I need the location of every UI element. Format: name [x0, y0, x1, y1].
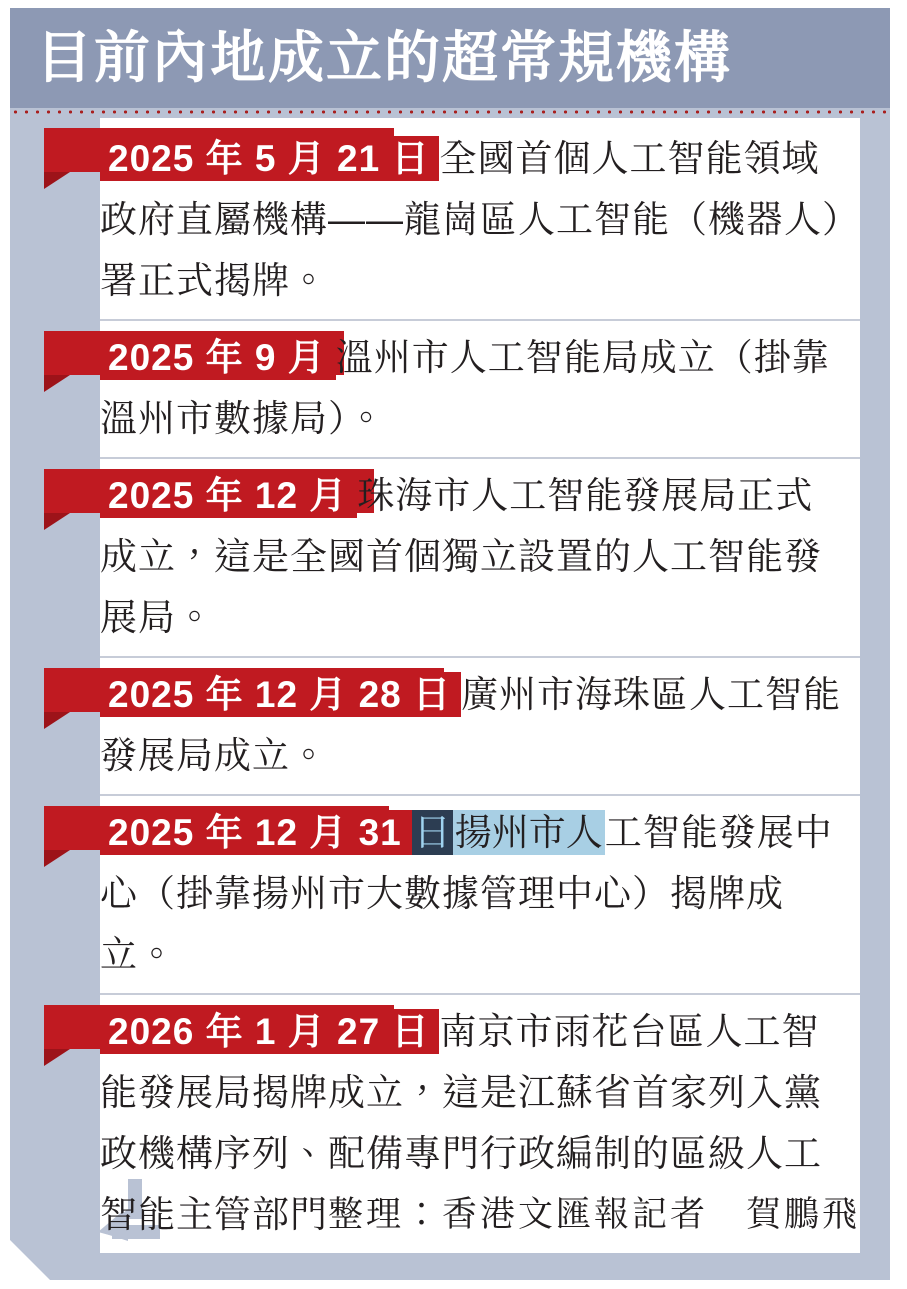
entry-text: 工智能發展中心（掛靠揚州市大數據管理中心）揭牌成立。 [100, 812, 833, 975]
entry-text-highlight: 揚州市人 [454, 812, 603, 853]
entry-paragraph [100, 664, 846, 786]
page-title: 目前內地成立的超常規機構 [36, 26, 732, 89]
list-item [100, 995, 860, 1253]
entry-date: 2025 年 12 月 28 日 [100, 672, 461, 717]
entry-paragraph [100, 327, 846, 449]
entry-list [100, 118, 860, 1253]
entry-paragraph [100, 802, 846, 985]
list-item [100, 118, 860, 321]
entry-paragraph [100, 1001, 846, 1245]
list-item [100, 658, 860, 796]
entry-paragraph [100, 128, 846, 311]
entry-text: 廣州市海珠區人工智能發展局成立。 [100, 674, 842, 776]
entry-text: 全國首個人工智能領域政府直屬機構——龍崗區人工智能（機器人）署正式揭牌。 [100, 138, 842, 301]
dotted-divider [10, 110, 890, 114]
footer-credit: 整理：香港文匯報記者 賀鵬飛 [327, 1195, 860, 1234]
entry-text: 溫州市人工智能局成立（掛靠溫州市數據局）。 [100, 337, 830, 439]
entry-date: 2025 年 9 月 [100, 335, 336, 380]
entry-paragraph [100, 465, 846, 648]
entry-date: 2025 年 12 月 31 [100, 810, 412, 855]
entry-text: 珠海市人工智能發展局正式成立，這是全國首個獨立設置的人工智能發展局。 [100, 475, 822, 638]
list-item [100, 321, 860, 459]
entry-text: 南京市雨花台區人工智能發展局揭牌成立，這是江蘇省首家列入黨政機構序列、配備專門行政編制的區級人工智能主管部門。 [100, 1011, 822, 1235]
list-item [100, 796, 860, 995]
list-item [100, 459, 860, 658]
entry-date: 2025 年 5 月 21 日 [100, 136, 439, 181]
header-bar [10, 8, 890, 108]
entry-date-highlight: 日 [413, 812, 451, 853]
entry-date: 2026 年 1 月 27 日 [100, 1009, 439, 1054]
entry-date: 2025 年 12 月 [100, 473, 357, 518]
